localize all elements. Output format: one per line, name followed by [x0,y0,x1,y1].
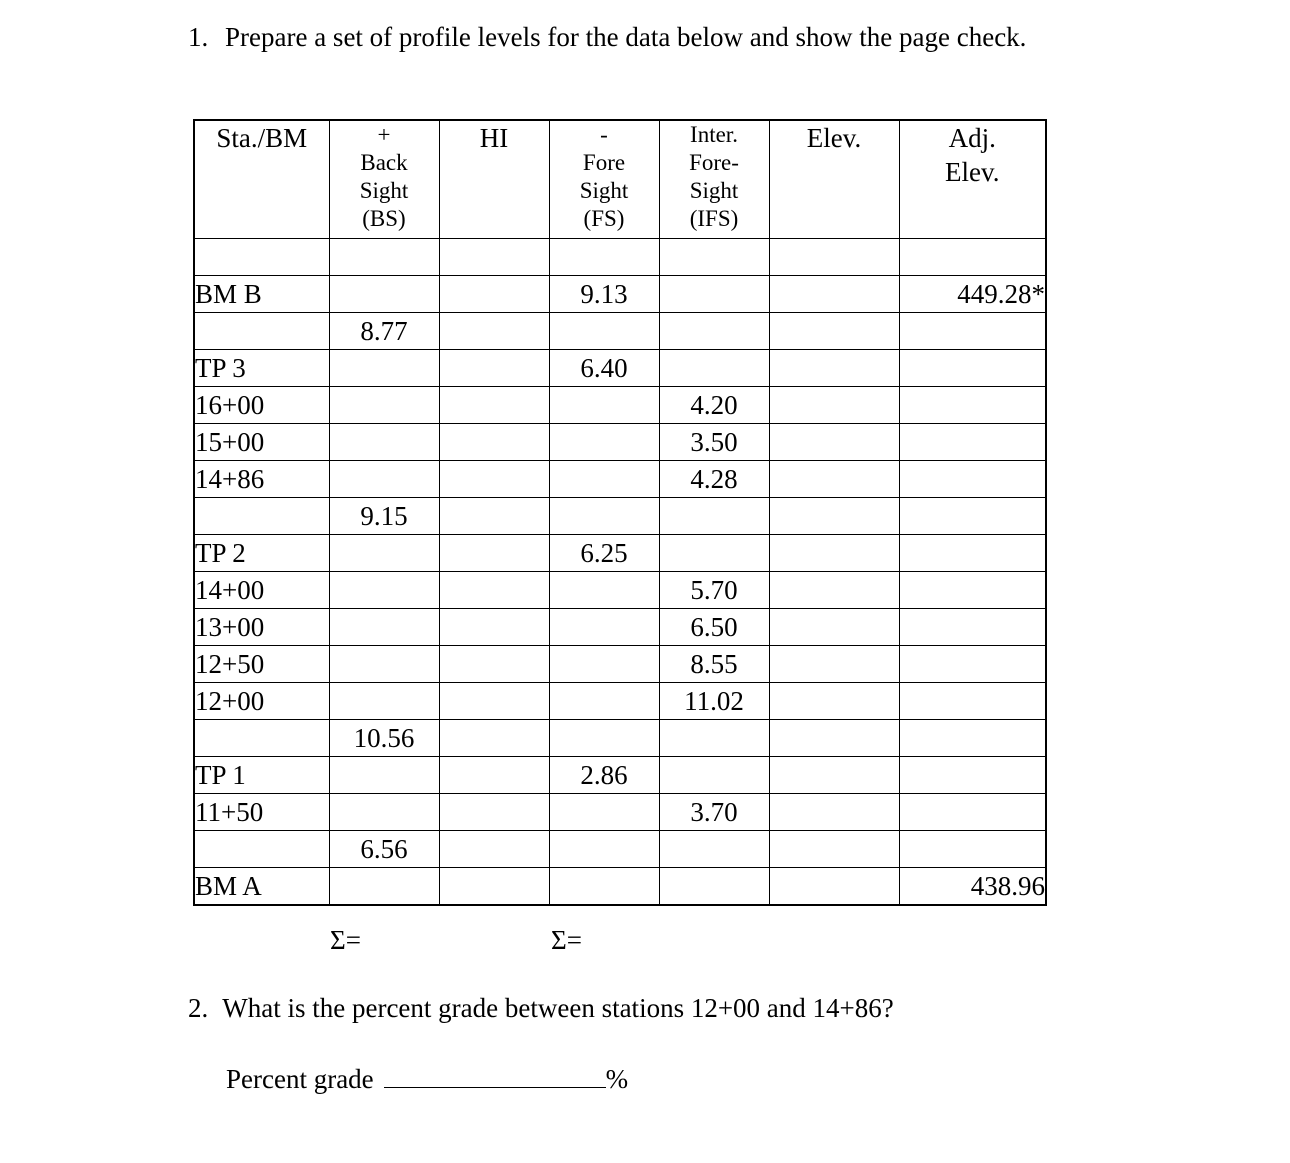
cell-ifs [659,276,769,313]
cell-bs: 9.15 [329,498,439,535]
cell-fs [549,424,659,461]
table-row [194,239,1046,276]
table-row [194,868,1046,906]
cell-bs [329,424,439,461]
percent-unit: % [605,1064,629,1094]
header-backsight: + Back Sight (BS) [329,120,439,239]
percent-grade-answer [226,1059,628,1097]
table-row [194,350,1046,387]
cell-ifs [659,350,769,387]
cell-adj [899,831,1046,868]
cell-elev [769,276,899,313]
cell-bs [329,239,439,276]
cell-elev [769,868,899,906]
cell-elev [769,683,899,720]
cell-hi [439,683,549,720]
cell-hi [439,646,549,683]
cell-bs: 8.77 [329,313,439,350]
cell-adj [899,424,1046,461]
cell-bs: 6.56 [329,831,439,868]
table-row [194,794,1046,831]
cell-hi [439,609,549,646]
profile-levels-table [193,119,1047,906]
cell-hi [439,720,549,757]
cell-bs [329,276,439,313]
cell-adj [899,757,1046,794]
cell-adj [899,535,1046,572]
cell-adj [899,609,1046,646]
table-row [194,387,1046,424]
cell-hi [439,350,549,387]
table-row [194,831,1046,868]
cell-bs [329,535,439,572]
cell-sta [194,831,329,868]
cell-elev [769,535,899,572]
cell-elev [769,461,899,498]
cell-elev [769,387,899,424]
cell-elev [769,794,899,831]
percent-grade-label: Percent grade [226,1064,374,1094]
cell-fs: 6.40 [549,350,659,387]
cell-fs [549,313,659,350]
cell-bs [329,387,439,424]
cell-adj [899,350,1046,387]
question-2-text: What is the percent grade between stations 12+00 and 14+86? [222,993,894,1023]
cell-bs [329,794,439,831]
cell-ifs [659,720,769,757]
cell-adj: 449.28* [899,276,1046,313]
cell-hi [439,794,549,831]
cell-fs [549,461,659,498]
header-station: Sta./BM [194,120,329,239]
header-hi: HI [439,120,549,239]
question-1-text: Prepare a set of profile levels for the data below and show the page check. [225,22,1027,52]
cell-elev [769,313,899,350]
table-body [194,239,1046,906]
cell-elev [769,424,899,461]
table-row [194,498,1046,535]
table-row [194,461,1046,498]
table-row [194,535,1046,572]
table-row [194,276,1046,313]
cell-hi [439,572,549,609]
cell-ifs: 3.70 [659,794,769,831]
cell-sta: 13+00 [194,609,329,646]
cell-bs [329,683,439,720]
header-adjusted-elevation: Adj. Elev. [899,120,1046,239]
cell-sta [194,313,329,350]
cell-elev [769,646,899,683]
table-row [194,313,1046,350]
cell-elev [769,498,899,535]
cell-sta [194,498,329,535]
cell-fs [549,868,659,906]
header-foresight: - Fore Sight (FS) [549,120,659,239]
cell-bs [329,609,439,646]
cell-sta: TP 2 [194,535,329,572]
table-row [194,609,1046,646]
cell-sta [194,720,329,757]
cell-sta: 11+50 [194,794,329,831]
cell-sta [194,239,329,276]
cell-ifs: 11.02 [659,683,769,720]
header-elevation: Elev. [769,120,899,239]
cell-ifs: 5.70 [659,572,769,609]
cell-bs [329,350,439,387]
cell-elev [769,572,899,609]
cell-sta: TP 1 [194,757,329,794]
cell-sta: 12+50 [194,646,329,683]
cell-hi [439,313,549,350]
cell-ifs [659,498,769,535]
cell-elev [769,239,899,276]
cell-fs [549,646,659,683]
cell-sta: BM A [194,868,329,906]
cell-fs [549,720,659,757]
cell-adj [899,646,1046,683]
table-row [194,572,1046,609]
cell-sta: 16+00 [194,387,329,424]
cell-hi [439,239,549,276]
cell-adj: 438.96 [899,868,1046,906]
table-row [194,683,1046,720]
cell-adj [899,461,1046,498]
cell-adj [899,498,1046,535]
cell-fs [549,831,659,868]
cell-fs [549,387,659,424]
cell-sta: 14+00 [194,572,329,609]
table-row [194,424,1046,461]
cell-hi [439,535,549,572]
cell-elev [769,831,899,868]
cell-hi [439,868,549,906]
cell-fs [549,572,659,609]
header-row [194,120,1046,239]
table-row [194,646,1046,683]
cell-ifs [659,313,769,350]
cell-hi [439,498,549,535]
cell-sta: 15+00 [194,424,329,461]
cell-sta: 14+86 [194,461,329,498]
cell-adj [899,387,1046,424]
cell-fs [549,239,659,276]
foresight-sum-label: Σ= [551,925,582,955]
cell-bs [329,461,439,498]
cell-adj [899,720,1046,757]
cell-sta: TP 3 [194,350,329,387]
percent-grade-blank[interactable] [384,1059,606,1088]
cell-ifs [659,831,769,868]
backsight-sum-label: Σ= [330,925,361,955]
cell-elev [769,720,899,757]
cell-ifs: 4.28 [659,461,769,498]
cell-adj [899,572,1046,609]
cell-ifs: 3.50 [659,424,769,461]
cell-ifs [659,757,769,794]
cell-fs [549,794,659,831]
cell-hi [439,387,549,424]
cell-hi [439,831,549,868]
question-2-number: 2. [188,993,209,1023]
cell-adj [899,683,1046,720]
cell-hi [439,461,549,498]
header-intermediate-foresight: Inter. Fore- Sight (IFS) [659,120,769,239]
cell-fs [549,498,659,535]
cell-adj [899,794,1046,831]
cell-elev [769,609,899,646]
cell-bs [329,646,439,683]
cell-ifs: 6.50 [659,609,769,646]
cell-sta: BM B [194,276,329,313]
cell-fs [549,683,659,720]
question-1 [188,20,1048,54]
cell-bs: 10.56 [329,720,439,757]
cell-bs [329,757,439,794]
cell-fs: 6.25 [549,535,659,572]
cell-adj [899,239,1046,276]
table-row [194,720,1046,757]
cell-hi [439,276,549,313]
cell-ifs: 4.20 [659,387,769,424]
cell-bs [329,572,439,609]
cell-adj [899,313,1046,350]
question-1-number: 1. [188,22,209,52]
question-2 [188,991,1088,1025]
cell-fs: 9.13 [549,276,659,313]
cell-hi [439,757,549,794]
cell-sta: 12+00 [194,683,329,720]
cell-bs [329,868,439,906]
cell-ifs: 8.55 [659,646,769,683]
cell-elev [769,350,899,387]
cell-ifs [659,239,769,276]
cell-ifs [659,535,769,572]
cell-ifs [659,868,769,906]
cell-elev [769,757,899,794]
cell-fs: 2.86 [549,757,659,794]
table-row [194,757,1046,794]
cell-hi [439,424,549,461]
cell-fs [549,609,659,646]
